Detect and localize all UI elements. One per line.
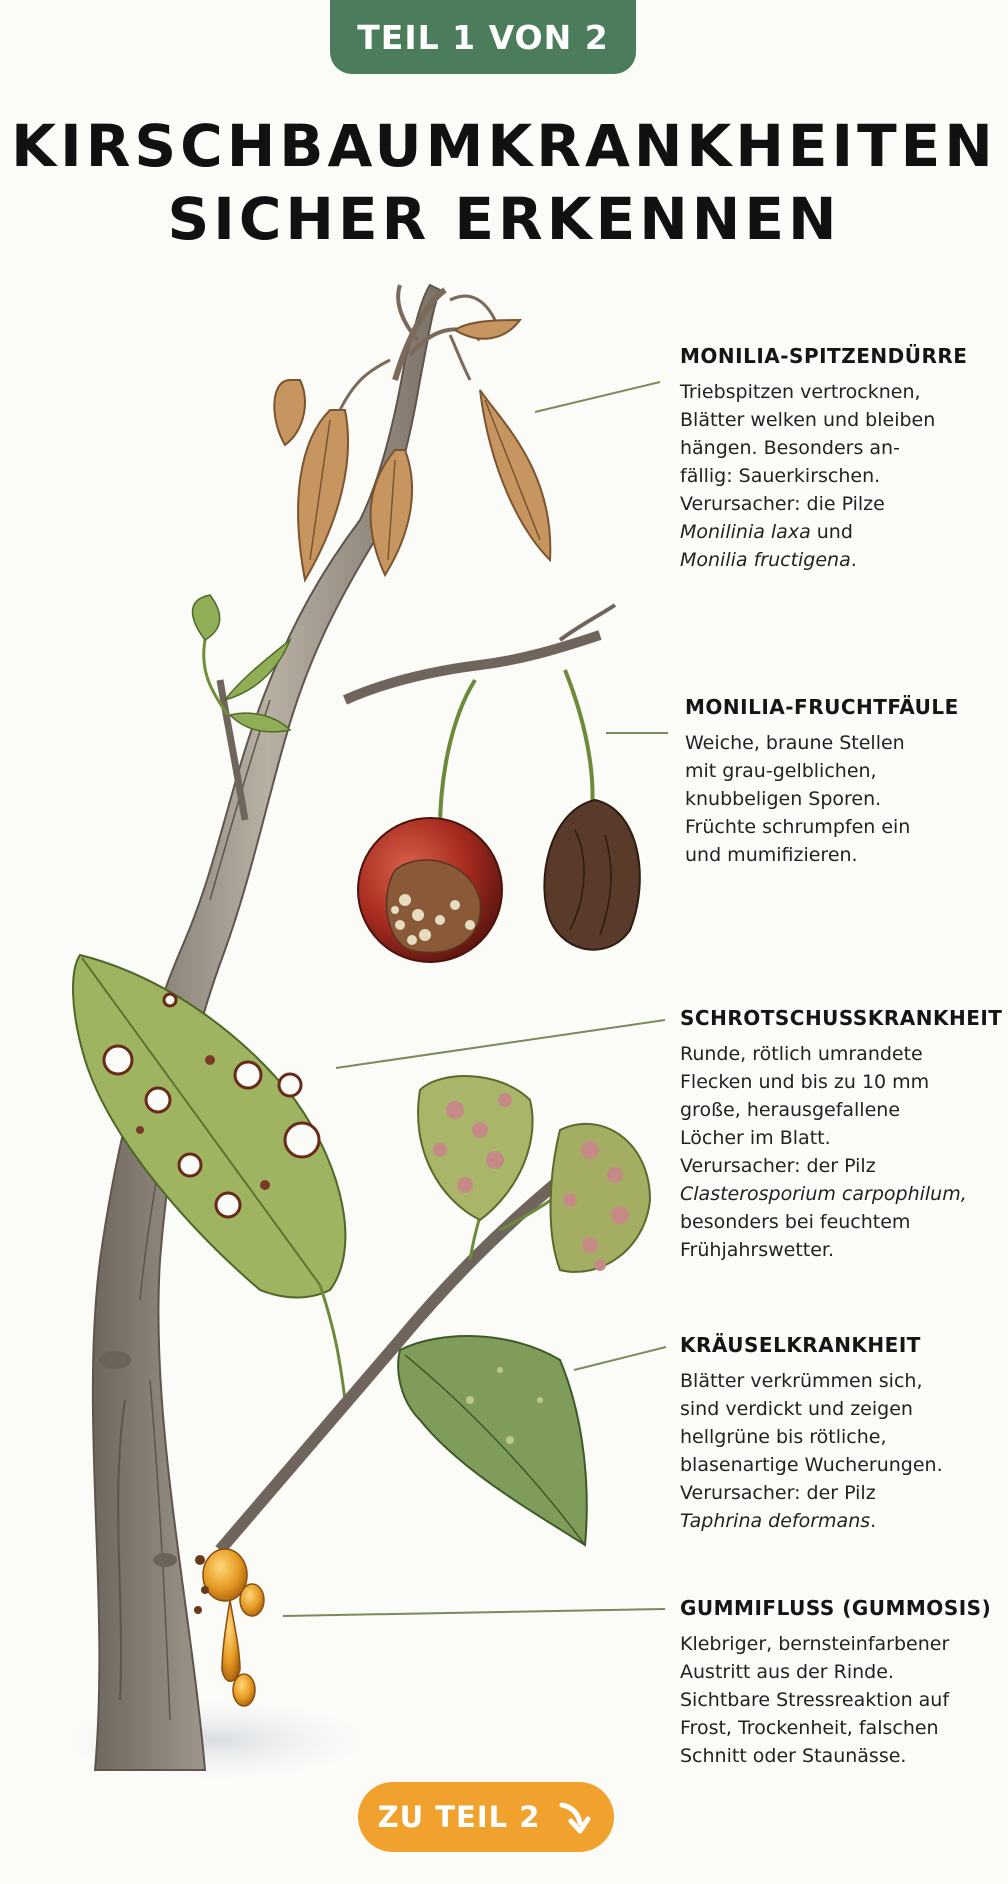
disease-gummosis: [680, 1596, 991, 1770]
disease-text: Weiche, braune Stellen mit grau-gelblichen, knubbeligen Sporen. Früchte schrumpfen ein und mumifizieren.: [685, 732, 911, 866]
next-part-button[interactable]: [358, 1782, 614, 1852]
page-title-line1: KIRSCHBAUMKRANKHEITEN: [11, 112, 997, 180]
pathogen-name: Taphrina deformans: [680, 1510, 871, 1532]
disease-text: Runde, rötlich umrandete Flecken und bis zu 10 mm große, herausgefallene Löcher im Blatt. Verursacher: der Pilz Clasterosporium carpophilum, besonders bei feuchtem Frühjahrswetter.: [680, 1043, 967, 1261]
disease-text: Blätter verkrümmen sich, sind verdickt und zeigen hellgrüne bis rötliche, blasenartige Wucherungen. Verursacher: der Pilz Taphrina deformans.: [680, 1370, 943, 1532]
next-part-label: ZU TEIL 2: [377, 1800, 541, 1834]
page-title-line2: SICHER ERKENNEN: [167, 185, 841, 253]
part-badge: TEIL 1 VON 2: [330, 0, 636, 74]
disease-monilia-tip: [680, 344, 967, 574]
disease-title: MONILIA-SPITZENDÜRRE: [680, 344, 968, 368]
pathogen-name: Monilia fructigena: [680, 549, 851, 571]
disease-leaf-curl: [680, 1333, 943, 1535]
pathogen-name: Clasterosporium carpophilum,: [680, 1183, 967, 1205]
disease-text: Triebspitzen vertrocknen, Blätter welken und bleiben hängen. Besonders an- fällig: Sauerkirschen. Verursacher: die Pilze Monilinia laxa und Monilia fructigena.: [680, 381, 936, 571]
disease-title: SCHROTSCHUSSKRANKHEIT: [680, 1006, 1003, 1030]
disease-shot-hole: [680, 1006, 1002, 1264]
disease-title: KRÄUSELKRANKHEIT: [680, 1333, 921, 1357]
arrow-down-right-icon: [554, 1797, 594, 1837]
disease-title: GUMMIFLUSS (GUMMOSIS): [680, 1596, 992, 1620]
pathogen-name: Monilinia laxa: [680, 521, 811, 543]
disease-title: MONILIA-FRUCHTFÄULE: [685, 695, 959, 719]
disease-monilia-fruit: [685, 695, 959, 869]
disease-text: Klebriger, bernsteinfarbener Austritt aus der Rinde. Sichtbare Stressreaktion auf Frost, Trockenheit, falschen Schnitt oder Staunässe.: [680, 1633, 950, 1767]
